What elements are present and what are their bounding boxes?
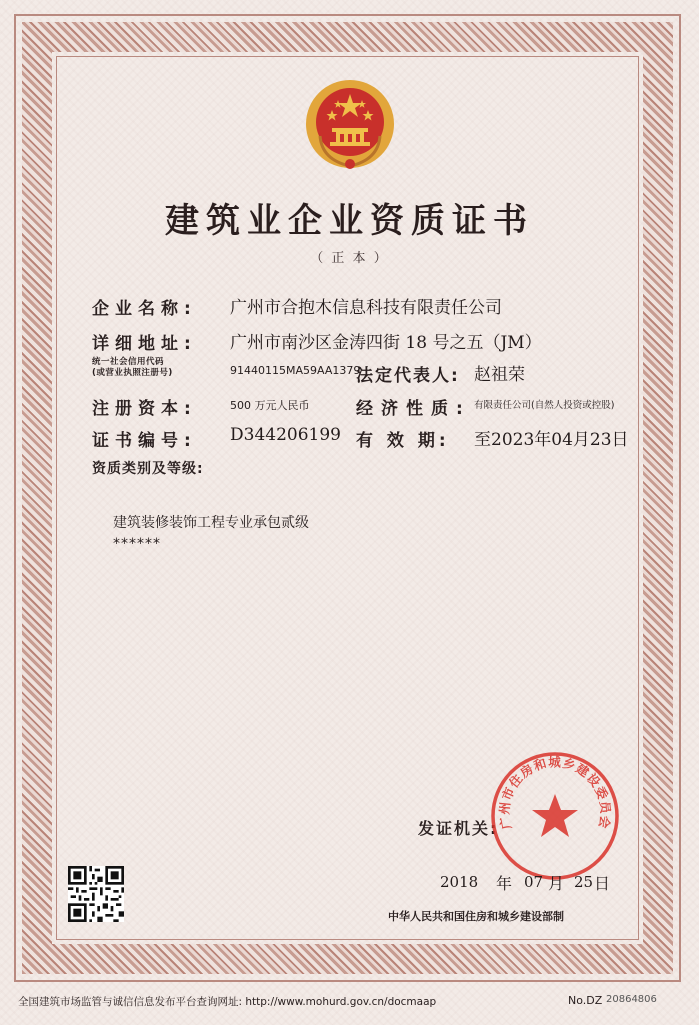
legal-rep-value: 赵祖荣 (474, 365, 525, 385)
qualification-item: ****** (113, 536, 161, 552)
issue-month: 07 (524, 873, 544, 891)
issue-year: 2018 (440, 873, 479, 891)
certificate-subtitle: （ 正 本 ） (310, 251, 389, 266)
legal-rep-label: 法定代表人: (356, 366, 460, 386)
cert-number-label: 证书编号: (92, 431, 197, 451)
query-url-note: 全国建筑市场监管与诚信信息发布平台查询网址: http://www.mohurd.gov.cn/docmaap (18, 996, 437, 1008)
official-seal-icon (487, 748, 623, 884)
credit-code-label (92, 357, 173, 379)
company-name-label: 企业名称: (92, 299, 197, 319)
credit-code-label-line2: (或营业执照注册号) (92, 368, 173, 378)
cert-number-value: D344206199 (230, 425, 341, 445)
issue-day: 25 (574, 873, 594, 891)
qualification-label: 资质类别及等级: (92, 461, 204, 477)
printer-note: 中华人民共和国住房和城乡建设部制 (388, 910, 564, 923)
credit-code-label-line1: 统一社会信用代码 (92, 357, 165, 367)
issuer-label: 发证机关: (418, 819, 499, 838)
issue-year-unit: 年 (496, 874, 513, 893)
serial-label: No.DZ (568, 994, 603, 1007)
qualification-item: 建筑装修装饰工程专业承包贰级 (113, 515, 309, 531)
validity-label: 有 效 期: (356, 431, 450, 451)
certificate-title: 建筑业企业资质证书 (165, 201, 534, 241)
address-value: 广州市南沙区金涛四街 18 号之五（JM） (230, 333, 542, 353)
credit-code-value: 91440115MA59AA1379 (230, 364, 361, 377)
capital-label: 注册资本: (92, 399, 197, 419)
serial-number: 20864806 (606, 994, 657, 1005)
company-name-value: 广州市合抱木信息科技有限责任公司 (230, 298, 502, 318)
economic-type-value: 有限责任公司(自然人投资或控股) (474, 400, 615, 411)
capital-value: 500 万元人民币 (230, 399, 310, 412)
qr-code-icon (68, 866, 124, 922)
validity-value: 至2023年04月23日 (474, 430, 629, 450)
address-label: 详细地址: (92, 334, 197, 354)
economic-type-label: 经济性质: (356, 399, 471, 419)
national-emblem-icon (302, 76, 398, 172)
issue-month-unit: 月 (548, 874, 565, 893)
seal-text: 广州市住房和城乡建设委员会 (496, 754, 614, 831)
issue-day-unit: 日 (594, 874, 611, 893)
